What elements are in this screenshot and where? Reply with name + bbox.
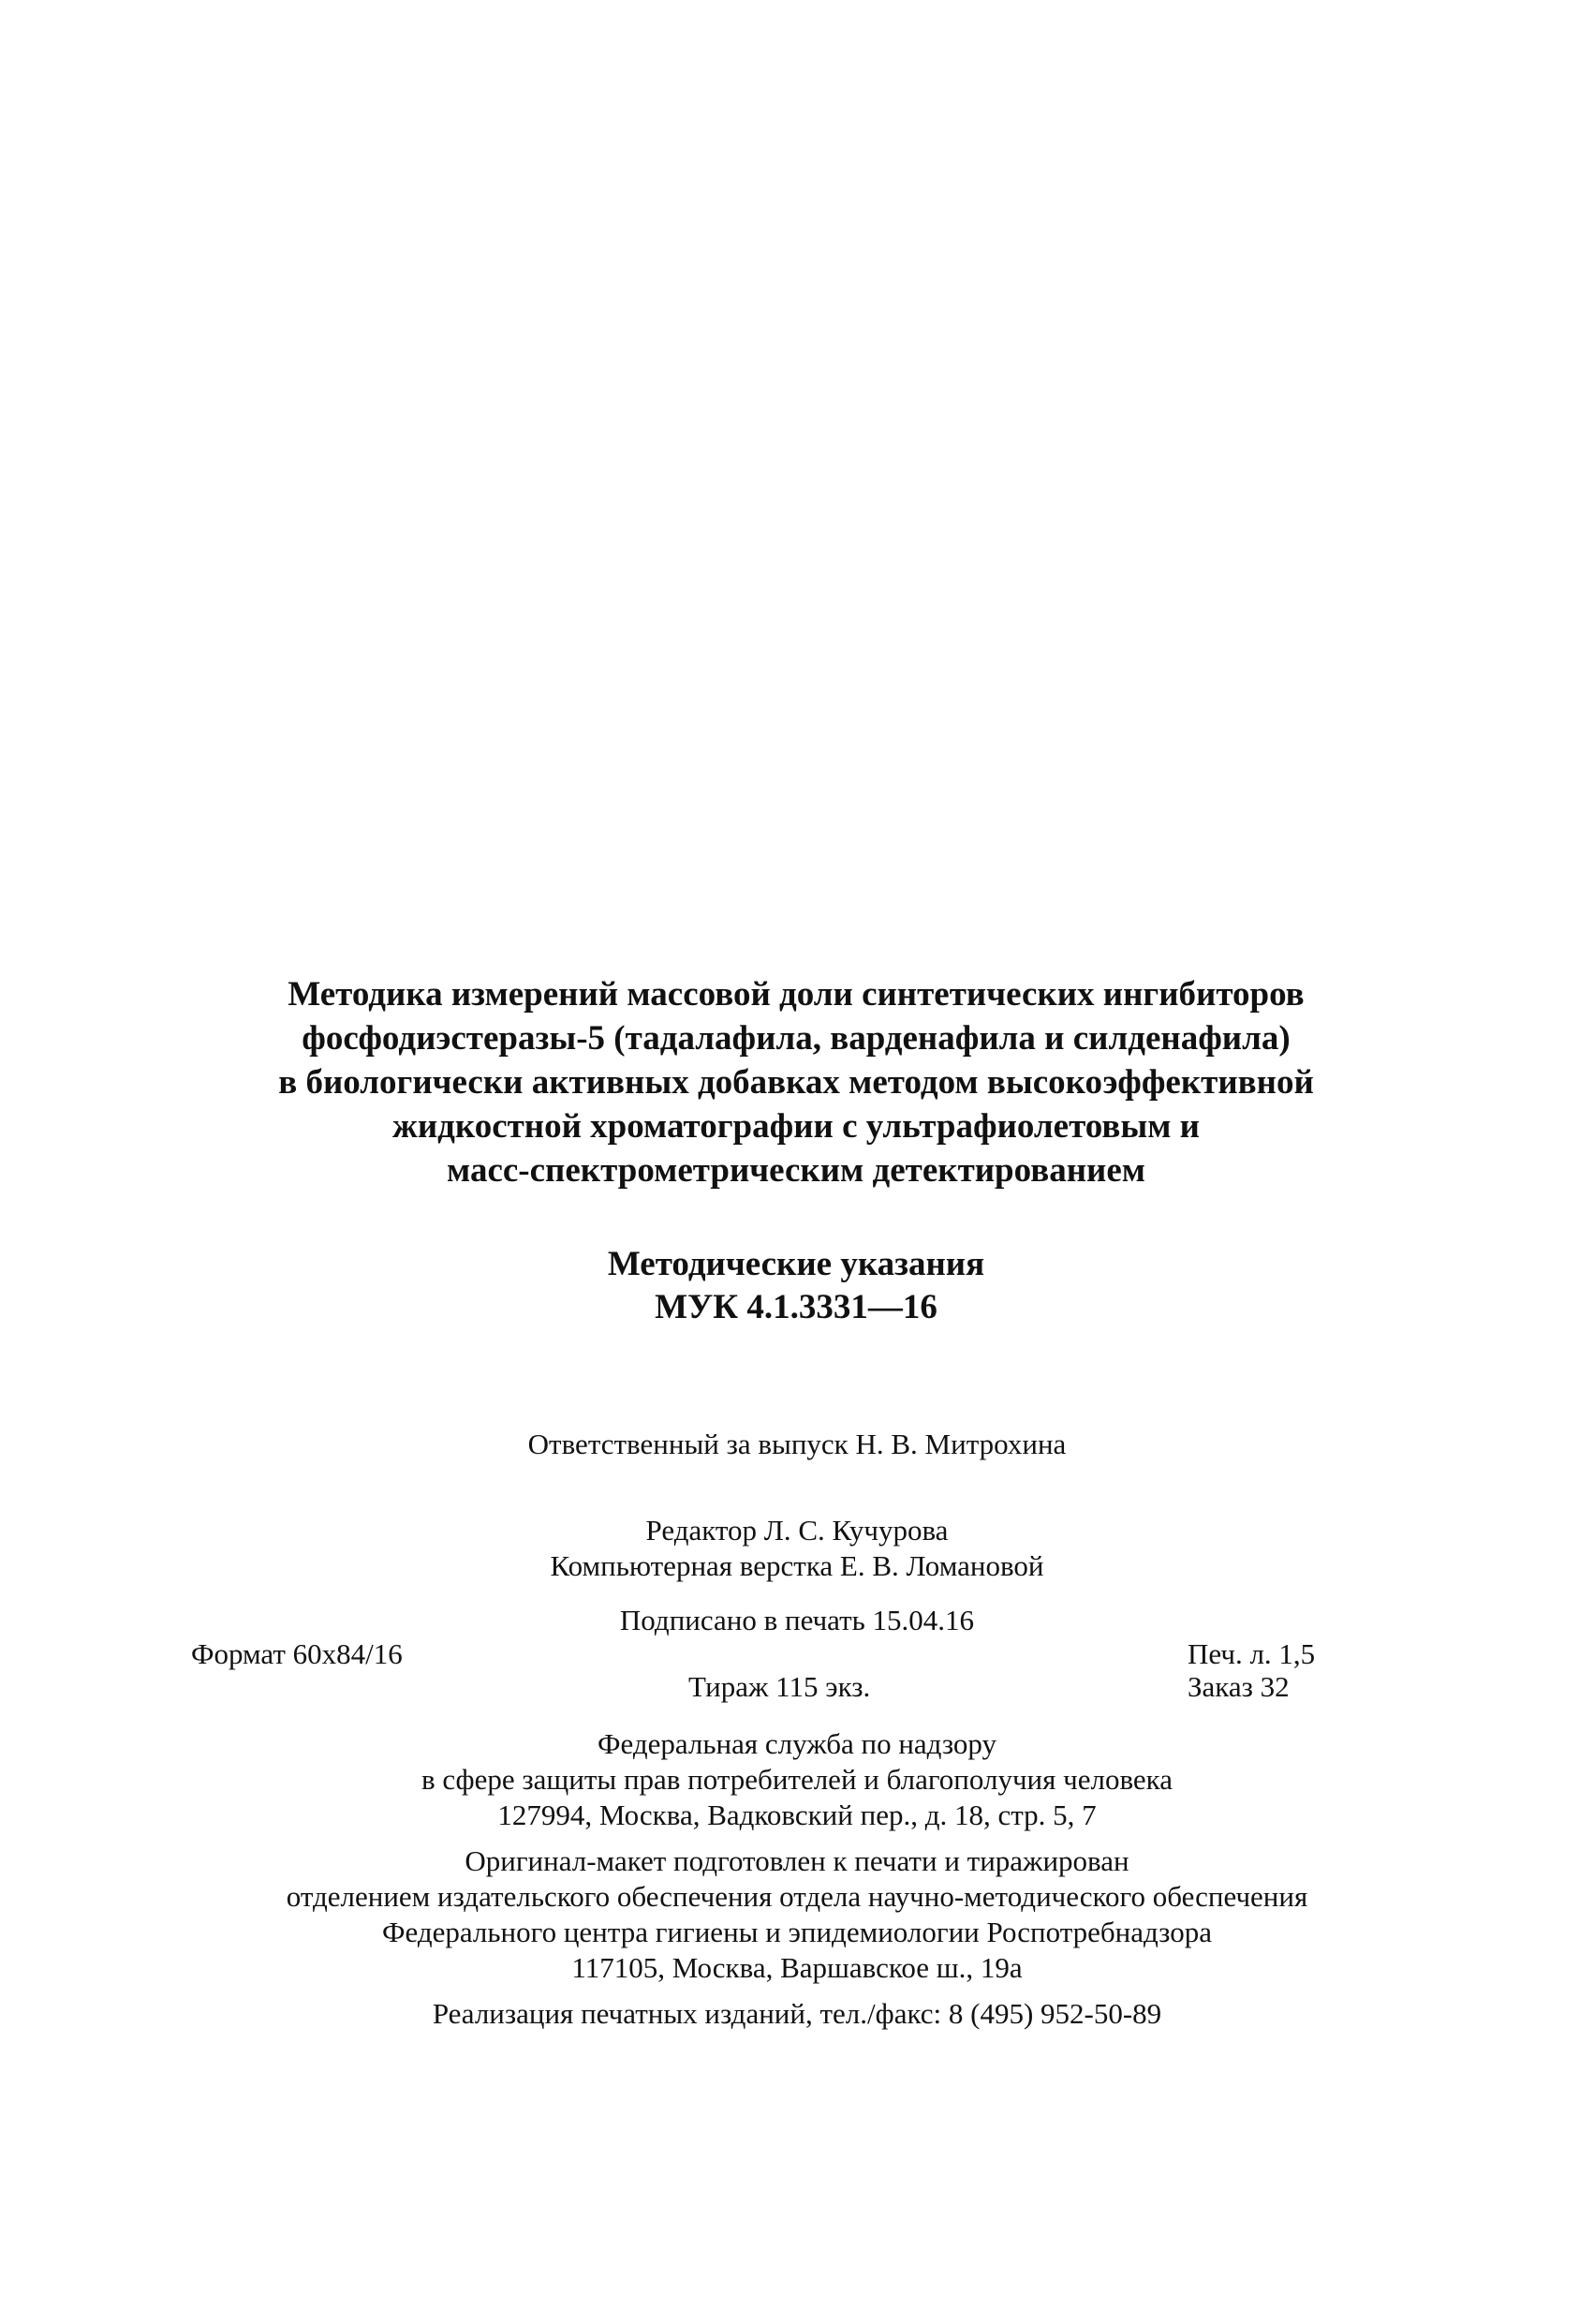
- printer-line: отделением издательского обеспечения отдела научно-методического обеспечения: [286, 1880, 1308, 1913]
- title-line: жидкостной хроматографии с ультрафиолетовым и: [392, 1107, 1200, 1146]
- sales-info: [0, 1996, 1594, 2032]
- order-text: Заказ 32: [1188, 1670, 1290, 1703]
- editors-block: [0, 1513, 1594, 1584]
- editor-text: Редактор Л. С. Кучурова: [645, 1514, 949, 1547]
- circulation-text: Тираж 115 экз.: [688, 1670, 871, 1703]
- publisher-line: Федеральная служба по надзору: [598, 1727, 996, 1760]
- printer-line: Оригинал-макет подготовлен к печати и тиражирован: [465, 1844, 1129, 1877]
- title-line: фосфодиэстеразы-5 (тадалафила, варденафила и силденафила): [302, 1019, 1291, 1058]
- responsible-person: [0, 1427, 1594, 1462]
- title-line: масс-спектрометрическим детектированием: [447, 1151, 1145, 1190]
- document-subtitle: [187, 1243, 1405, 1329]
- doc-number: МУК 4.1.3331—16: [655, 1288, 937, 1326]
- doc-type: Методические указания: [607, 1245, 985, 1283]
- title-line: в биологически активных добавках методом высокоэффективной: [278, 1063, 1314, 1102]
- format-text: Формат 60x84/16: [191, 1637, 403, 1670]
- printer-line: Федерального центра гигиены и эпидемиологии Роспотребнадзора: [382, 1916, 1212, 1948]
- publisher-line: 127994, Москва, Вадковский пер., д. 18, стр. 5, 7: [497, 1799, 1097, 1831]
- sales-text: Реализация печатных изданий, тел./факс: 8 (495) 952-50-89: [432, 1997, 1162, 2030]
- signed-date: [0, 1603, 1594, 1638]
- printer-line: 117105, Москва, Варшавское ш., 19а: [571, 1951, 1023, 1984]
- sheets-text: Печ. л. 1,5: [1188, 1637, 1316, 1670]
- layout-text: Компьютерная верстка Е. В. Ломановой: [550, 1549, 1044, 1582]
- printer-block: [0, 1843, 1594, 1986]
- document-title: [187, 972, 1405, 1192]
- responsible-text: Ответственный за выпуск Н. В. Митрохина: [527, 1428, 1067, 1460]
- publisher-block: [0, 1726, 1594, 1833]
- title-line: Методика измерений массовой доли синтетических ингибиторов: [288, 975, 1305, 1014]
- signed-text: Подписано в печать 15.04.16: [619, 1604, 975, 1636]
- publisher-line: в сфере защиты прав потребителей и благополучия человека: [421, 1763, 1173, 1796]
